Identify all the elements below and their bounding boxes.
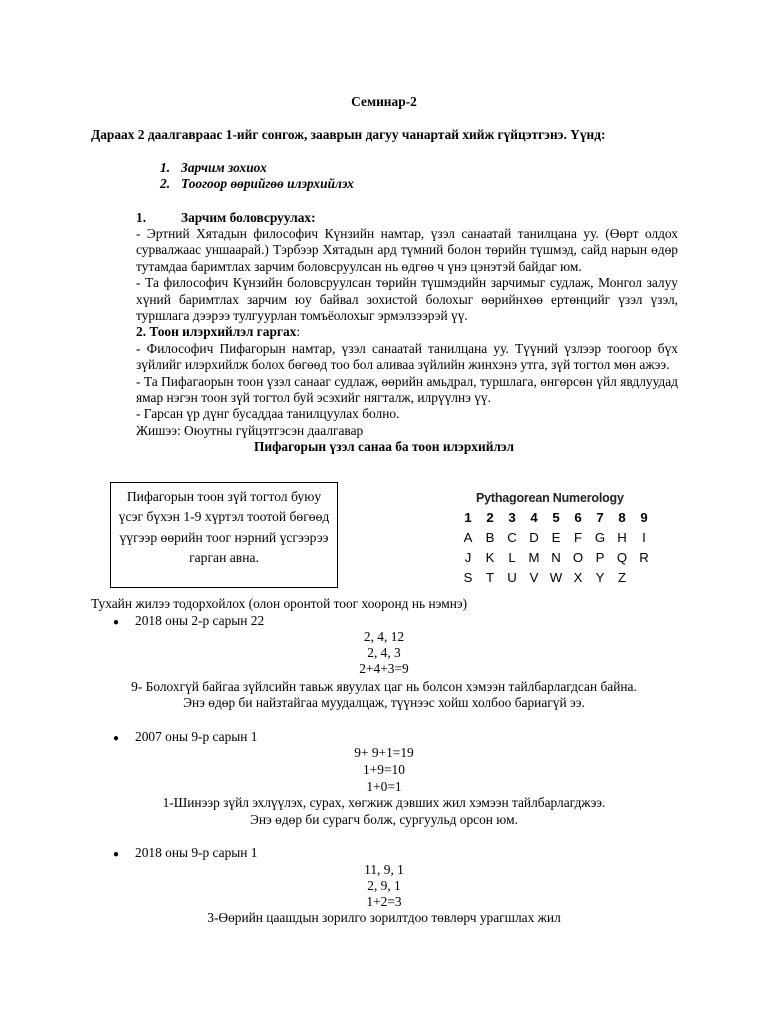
example-3-description: 3-Өөрийн цаашдын зорилго зорилтдоо төвлөрч урагшлах жил xyxy=(207,910,561,925)
numerology-cell: F xyxy=(573,530,583,545)
numerology-cell: B xyxy=(485,530,495,545)
example-2-calc-line: 9+ 9+1=19 xyxy=(354,745,414,760)
numerology-cell: V xyxy=(529,570,539,585)
numerology-cell: 7 xyxy=(596,510,604,525)
method-description: Тухайн жилээ тодорхойлох (олон оронтой тоог хооронд нь нэмнэ) xyxy=(91,596,468,611)
example-2-calc-line: 1+0=1 xyxy=(366,779,402,794)
example-3-date: 2018 оны 9-р сарын 1 xyxy=(135,845,258,860)
numerology-cell: I xyxy=(642,530,646,545)
body-text xyxy=(136,226,678,439)
intro-instruction: Дараах 2 даалгавраас 1-ийг сонгож, зааврын дагуу чанартай хийж гүйцэтгэнэ. Үүнд: xyxy=(91,127,606,142)
numerology-cell: 1 xyxy=(464,510,472,525)
numerology-cell: Q xyxy=(616,550,628,565)
topic-label: Тоогоор өөрийгөө илэрхийлэх xyxy=(181,176,354,191)
bullet-icon: ● xyxy=(113,617,120,628)
example-subtitle: Пифагорын үзэл санаа ба тоон илэрхийлэл xyxy=(254,439,514,454)
numerology-cell: Z xyxy=(617,570,627,585)
numerology-table-image xyxy=(452,484,662,592)
numerology-cell: 5 xyxy=(552,510,560,525)
topic-item-1 xyxy=(160,160,560,176)
section-1-heading xyxy=(136,210,316,226)
section-2-colon: : xyxy=(296,324,301,340)
example-1-calc-line: 2+4+3=9 xyxy=(359,661,409,676)
numerology-cell: S xyxy=(463,570,473,585)
example-1-date: 2018 оны 2-р сарын 22 xyxy=(135,613,265,628)
section-1-paragraph-2: - Та философич Күнзийн боловсруулсан төрийн түшмэдийн зарчимыг судлаж, Монгол залуу хүний баримтлах зарчим юу байвал зохистой болохыг өөрийнхөө ертөнцийг үзэл үзэл, туршлага дээрээ тулгуурлан томъёолохыг эрмэлзээрэй үү. xyxy=(136,275,678,324)
bullet-icon: ● xyxy=(113,733,120,744)
numerology-cell: M xyxy=(528,550,540,565)
numerology-cell: 8 xyxy=(618,510,626,525)
example-2-note: Энэ өдөр би сурагч болж, сургуульд орсон юм. xyxy=(250,812,518,827)
example-2-description: 1-Шинээр зүйл эхлүүлэх, сурах, хөгжиж дэвших жил хэмээн тайлбарлагджээ. xyxy=(162,795,606,810)
numerology-cell: P xyxy=(595,550,605,565)
numerology-cell: J xyxy=(464,550,472,565)
example-3-calc-line: 2, 9, 1 xyxy=(367,878,401,893)
definition-box: Пифагорын тоон зүй тогтол буюу үсэг бүхэн 1-9 хүртэл тоотой бөгөөд үүгээр өөрийн тоог нэрний үсгээрээ гарган авна. xyxy=(110,482,338,588)
bullet-icon: ● xyxy=(113,849,120,860)
numerology-cell: D xyxy=(529,530,539,545)
numerology-cell: K xyxy=(485,550,495,565)
topic-number: 2. xyxy=(160,176,171,191)
example-1-description: 9- Болохгүй байгаа зүйлсийн тавьж явуулах цаг нь болсон хэмээн тайлбарлагдсан байна. xyxy=(131,679,637,694)
example-2-calc-line: 1+9=10 xyxy=(363,762,405,777)
numerology-cell: E xyxy=(551,530,561,545)
example-3-bullet xyxy=(113,845,257,863)
section-2-heading xyxy=(136,324,678,340)
numerology-cell: 6 xyxy=(574,510,582,525)
numerology-cell: 2 xyxy=(486,510,494,525)
example-3-calc-line: 11, 9, 1 xyxy=(364,862,404,877)
topic-number: 1. xyxy=(160,160,171,175)
numerology-cell: X xyxy=(573,570,583,585)
numerology-cell: W xyxy=(549,570,563,585)
section-2-paragraph-3: - Гарсан үр дүнг бусаддаа танилцуулах болно. xyxy=(136,406,400,422)
section-2-paragraph-2: - Та Пифагаорын тоон үзэл санааг судлаж, өөрийн амьдрал, туршлага, өнгөрсөн үйл явдлуудад ямар нэгэн тоон зүй тогтол буй эсэхийг нягталж, илрүүлнэ үү. xyxy=(136,373,678,406)
section-1-number: 1. xyxy=(136,210,147,225)
numerology-cell: O xyxy=(572,550,584,565)
numerology-cell: 4 xyxy=(530,510,538,525)
numerology-cell: N xyxy=(551,550,561,565)
numerology-cell: T xyxy=(485,570,495,585)
numerology-cell: Y xyxy=(595,570,605,585)
example-1-calc-line: 2, 4, 3 xyxy=(367,645,401,660)
section-2-title: 2. Тоон илэрхийлэл гаргах xyxy=(136,324,297,340)
example-label: Жишээ: Оюутны гүйцэтгэсэн даалгавар xyxy=(136,422,364,438)
numerology-cell: H xyxy=(617,530,627,545)
numerology-cell: C xyxy=(507,530,517,545)
numerology-cell: U xyxy=(507,570,517,585)
numerology-cell: 3 xyxy=(508,510,516,525)
numerology-cell: A xyxy=(463,530,473,545)
example-1-calc-line: 2, 4, 12 xyxy=(363,629,405,644)
numerology-cell: 9 xyxy=(640,510,648,525)
topic-label: Зарчим зохиох xyxy=(181,160,267,175)
section-1-title: Зарчим боловсруулах: xyxy=(181,210,316,225)
numerology-title: Pythagorean Numerology xyxy=(476,491,624,505)
numerology-cell: L xyxy=(508,550,516,565)
example-1-note: Энэ өдөр би найзтайгаа муудалцаж, түүнээс хойш холбоо бариагүй ээ. xyxy=(183,695,585,710)
example-3-calc-line: 1+2=3 xyxy=(366,894,402,909)
numerology-cell: G xyxy=(594,530,606,545)
numerology-cell: R xyxy=(639,550,649,565)
section-1-paragraph-1: - Эртний Хятадын философич Күнзийн намтар, үзэл санаатай танилцана уу. (Өөрт олдох сурвалжаас уншаарай.) Тэрбээр Хятадын ард түмний болон төрийн түшмэд, сайд нарын өдөр тутамдаа баримтлах зарчим боловсруулсан нь өдгөө ч үнэ цэнэтэй байдаг юм. xyxy=(136,226,678,274)
example-2-date: 2007 оны 9-р сарын 1 xyxy=(135,729,258,744)
topic-item-2 xyxy=(160,176,560,192)
page-title: Семинар-2 xyxy=(351,94,417,109)
section-2-paragraph-1: - Философич Пифагорын намтар, үзэл санаатай танилцана уу. Түүний үзлээр тоогоор бүх зүйлийг илэрхийлж болох бөгөөд тоо бол аливаа зүйлийн жинхэнэ утга, зүй тогтол мөн ажээ. xyxy=(136,340,678,373)
